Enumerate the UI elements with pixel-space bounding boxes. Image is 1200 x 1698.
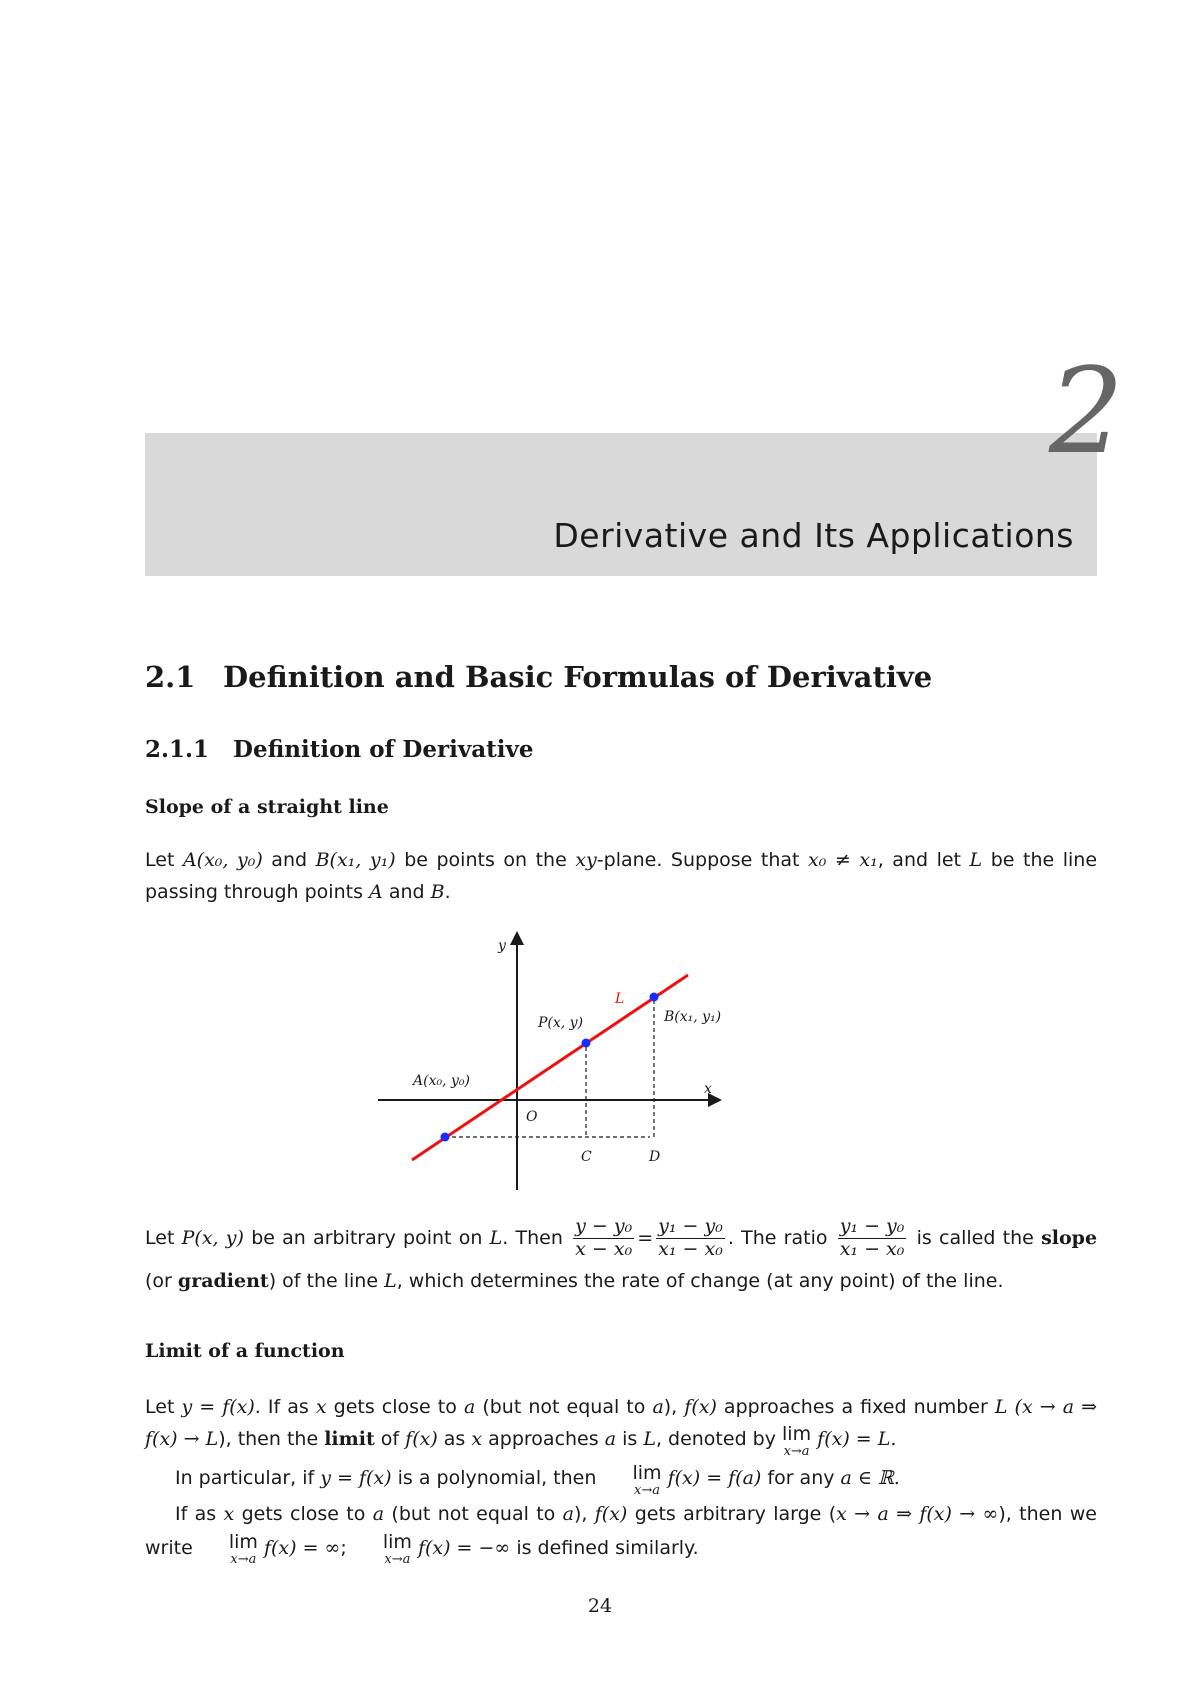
limit-paragraph-3: If as x gets close to a (but not equal to a), f(x) gets arbitrary large (x → a ⇒ f(x) → ∞), then we write lim x→a f(x) = ∞; lim x→a f(x) = −∞ is defined similarly. [145,1503,1097,1567]
point-p-label: P(x, y) [538,1015,584,1031]
line-l-label: L [615,991,625,1007]
point-b-label: B(x₁, y₁) [664,1009,722,1025]
point-b-marker [650,993,659,1002]
subsection-title-text: Definition of Derivative [233,736,534,763]
limit-heading: Limit of a function [145,1340,345,1362]
point-c-label: C [581,1149,592,1165]
y-axis-label: y [498,938,506,954]
section-number: 2.1 [145,660,196,694]
slope-heading: Slope of a straight line [145,796,389,818]
limit-paragraph-2: In particular, if y = f(x) is a polynomial, then lim x→a f(x) = f(a) for any a ∈ ℝ. [175,1462,900,1498]
subsection-title [145,736,534,763]
slope-diagram [370,925,740,1195]
point-p-marker [582,1039,591,1048]
fraction-2: $\frac{\text{y₁ − y₀}}{\text{x₁ − x₀}}$ [658,1215,723,1260]
intro-paragraph: Let A(x₀, y₀) and B(x₁, y₁) be points on the xy-plane. Suppose that x₀ ≠ x₁, and let L be the line passing through points A and B. [145,849,1098,903]
point-d-label: D [649,1149,661,1165]
x-axis-label: x [704,1081,712,1097]
limit-paragraph-1: Let y = f(x). If as x gets close to a (but not equal to a), f(x) approaches a fixed number L (x → a ⇒ f(x) → L), then the limit of f(x) as x approaches a is L, denoted by lim x→a f(x) = L. [145,1396,1097,1459]
chapter-number: 2 [1048,342,1124,480]
fraction-3: $\frac{\text{y₁ − y₀}}{\text{x₁ − x₀}}$ [839,1215,905,1260]
line-l [412,975,688,1160]
origin-label: O [526,1109,538,1125]
page-number: 24 [587,1595,613,1617]
point-a-marker [441,1133,450,1142]
fraction-1: $\frac{\text{y − y₀}}{\text{x − x₀}}$ [575,1215,633,1260]
section-title-text: Definition and Basic Formulas of Derivative [223,660,933,694]
slope-paragraph: Let P(x, y) be an arbitrary point on L. Then $\frac{\text{y − y₀}}{\text{x − x₀}}$ = $\frac{\text{y₁ − y₀}}{\text{x₁ − x₀}}$ . The ratio $\frac{\text{y₁ − y₀}}{\text{x₁ − x₀}}$ is called the slope (or gradient) of the line L, which determines the rate of change (at any point) of the line. [145,1215,1098,1292]
chapter-title: Derivative and Its Applications [553,516,1074,555]
subsection-number: 2.1.1 [145,736,210,763]
section-title [145,660,932,694]
point-a-label: A(x₀, y₀) [413,1073,470,1089]
